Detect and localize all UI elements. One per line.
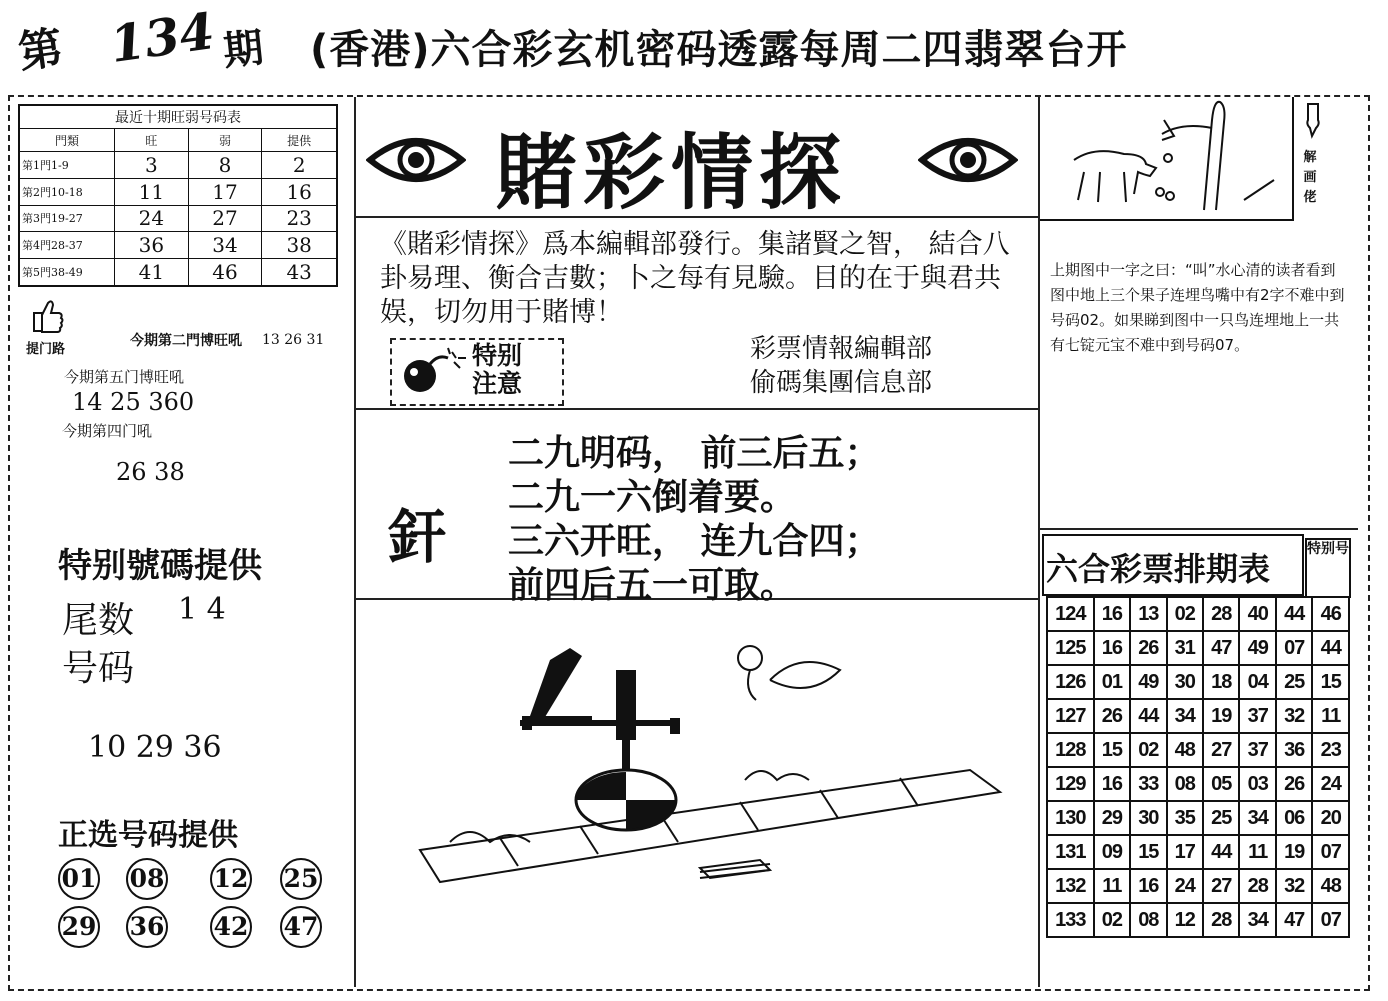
schedule-number-cell: 27	[1203, 869, 1239, 903]
schedule-number-cell: 15	[1312, 665, 1349, 699]
schedule-number-cell: 46	[1312, 597, 1349, 631]
schedule-number-cell: 34	[1167, 699, 1203, 733]
schedule-issue-cell: 124	[1047, 597, 1094, 631]
poem-lines	[508, 432, 881, 608]
stats-col-header: 門類	[19, 129, 115, 152]
schedule-number-cell: 25	[1276, 665, 1312, 699]
schedule-table	[1046, 596, 1350, 938]
schedule-issue-cell: 128	[1047, 733, 1094, 767]
poem-line: 二九一六倒着要。	[508, 477, 797, 518]
schedule-number-cell: 11	[1094, 869, 1130, 903]
tail-values: 1 4	[178, 592, 226, 627]
pick-ball: 29	[58, 906, 100, 948]
schedule-number-cell: 03	[1239, 767, 1275, 801]
riddle-text: 上期图中一字之曰：“叫”水心清的读者看到图中地上三个果子连埋鸟嘴中有2字不难中到号码02。如果睇到图中一只鸟连埋地上一共有七锭元宝不难中到号码07。	[1050, 261, 1345, 354]
schedule-number-cell: 48	[1312, 869, 1349, 903]
page-title: (香港)六合彩玄机密码透露每周二四翡翠台开	[310, 27, 1128, 73]
issue-number: 134	[106, 1, 218, 74]
schedule-number-cell: 44	[1312, 631, 1349, 665]
schedule-number-cell: 20	[1312, 801, 1349, 835]
issue-qi: 期	[221, 25, 266, 75]
schedule-number-cell: 19	[1203, 699, 1239, 733]
schedule-row	[1047, 597, 1349, 631]
puzzle-illustration	[400, 620, 1020, 900]
schedule-row	[1047, 733, 1349, 767]
pick-ball: 47	[280, 906, 322, 948]
schedule-number-cell: 28	[1203, 903, 1239, 937]
schedule-number-cell: 49	[1239, 631, 1275, 665]
schedule-number-cell: 28	[1203, 597, 1239, 631]
eye-icon-right	[918, 128, 1018, 192]
schedule-row	[1047, 631, 1349, 665]
schedule-number-cell: 31	[1167, 631, 1203, 665]
issue-header	[15, 1, 278, 79]
schedule-row	[1047, 801, 1349, 835]
schedule-number-cell: 32	[1276, 699, 1312, 733]
schedule-issue-cell: 133	[1047, 903, 1094, 937]
schedule-number-cell: 02	[1094, 903, 1130, 937]
main-picks-title: 正选号码提供	[58, 818, 238, 853]
recommend-line3: 今期第四门吼	[62, 422, 153, 440]
riddle-picture	[1044, 100, 1288, 216]
schedule-issue-cell: 126	[1047, 665, 1094, 699]
code-label: 号码	[62, 648, 135, 689]
recommend-line2: 今期第五门博旺吼	[64, 368, 185, 386]
schedule-number-cell: 09	[1094, 835, 1130, 869]
recommend-line1: 今期第二門博旺吼	[130, 333, 242, 349]
stats-row: 第4門28-37 36 34 38	[19, 232, 337, 259]
schedule-number-cell: 18	[1203, 665, 1239, 699]
schedule-number-cell: 32	[1276, 869, 1312, 903]
schedule-number-cell: 04	[1239, 665, 1275, 699]
schedule-number-cell: 37	[1239, 733, 1275, 767]
schedule-issue-cell: 132	[1047, 869, 1094, 903]
pick-ball: 01	[58, 858, 100, 900]
recommend-line1-numbers: 13 26 31	[262, 332, 325, 348]
schedule-issue-cell: 125	[1047, 631, 1094, 665]
schedule-number-cell: 40	[1239, 597, 1275, 631]
schedule-number-cell: 23	[1312, 733, 1349, 767]
publisher-1: 彩票情報編輯部	[750, 334, 933, 364]
pick-ball: 36	[126, 906, 168, 948]
schedule-issue-cell: 129	[1047, 767, 1094, 801]
schedule-number-cell: 30	[1130, 801, 1166, 835]
schedule-number-cell: 02	[1130, 733, 1166, 767]
schedule-number-cell: 07	[1312, 835, 1349, 869]
thumbs-up-icon	[28, 295, 64, 335]
stats-row: 第1門1-9 3 8 2	[19, 152, 337, 179]
schedule-number-cell: 11	[1239, 835, 1275, 869]
pick-ball: 12	[210, 858, 252, 900]
schedule-number-cell: 47	[1276, 903, 1312, 937]
schedule-number-cell: 25	[1203, 801, 1239, 835]
schedule-number-cell: 01	[1094, 665, 1130, 699]
stats-caption: 最近十期旺弱号码表	[19, 105, 337, 129]
brand-title: 賭彩情探	[495, 125, 848, 221]
schedule-issue-cell: 131	[1047, 835, 1094, 869]
schedule-number-cell: 15	[1130, 835, 1166, 869]
schedule-number-cell: 44	[1130, 699, 1166, 733]
stats-table	[18, 104, 338, 287]
schedule-row	[1047, 699, 1349, 733]
schedule-issue-cell: 130	[1047, 801, 1094, 835]
schedule-number-cell: 44	[1276, 597, 1312, 631]
schedule-number-cell: 28	[1239, 869, 1275, 903]
schedule-number-cell: 24	[1167, 869, 1203, 903]
schedule-number-cell: 26	[1130, 631, 1166, 665]
stats-col-header: 提供	[262, 129, 337, 152]
schedule-number-cell: 11	[1312, 699, 1349, 733]
brand-intro: 《賭彩情探》爲本編輯部發行。集諸賢之智， 結合八卦易理、衡合吉數；卜之每有見驗。目的在于與君共娱，切勿用于賭博！	[380, 229, 1010, 328]
riddle-divider	[1040, 528, 1358, 530]
schedule-number-cell: 34	[1239, 903, 1275, 937]
schedule-number-cell: 34	[1239, 801, 1275, 835]
schedule-number-cell: 47	[1203, 631, 1239, 665]
schedule-number-cell: 16	[1094, 631, 1130, 665]
schedule-row	[1047, 665, 1349, 699]
special-numbers-title: 特别號碼提供	[58, 546, 262, 586]
schedule-number-cell: 48	[1167, 733, 1203, 767]
schedule-row	[1047, 767, 1349, 801]
schedule-number-cell: 26	[1276, 767, 1312, 801]
notice-text: 特别 注意	[472, 341, 523, 398]
schedule-number-cell: 08	[1167, 767, 1203, 801]
intro-divider	[356, 408, 1038, 410]
recommend-line3-numbers: 26 38	[116, 458, 185, 486]
schedule-number-cell: 35	[1167, 801, 1203, 835]
tail-label: 尾数	[62, 600, 135, 641]
publisher-2: 偷碼集團信息部	[750, 368, 933, 398]
schedule-number-cell: 17	[1167, 835, 1203, 869]
pick-ball: 08	[126, 858, 168, 900]
pointing-hand-icon	[1300, 100, 1324, 140]
schedule-number-cell: 05	[1203, 767, 1239, 801]
left-divider	[354, 97, 356, 987]
publisher-block	[750, 332, 932, 400]
schedule-issue-cell: 127	[1047, 699, 1094, 733]
schedule-row	[1047, 835, 1349, 869]
special-label: 特别号	[1305, 538, 1351, 598]
schedule-number-cell: 13	[1130, 597, 1166, 631]
schedule-number-cell: 44	[1203, 835, 1239, 869]
schedule-number-cell: 07	[1312, 903, 1349, 937]
schedule-number-cell: 15	[1094, 733, 1130, 767]
poem-line: 二九明码， 前三后五；	[508, 433, 881, 474]
schedule-number-cell: 36	[1276, 733, 1312, 767]
schedule-number-cell: 49	[1130, 665, 1166, 699]
schedule-title: 六合彩票排期表	[1046, 550, 1271, 588]
stats-row: 第2門10-18 11 17 16	[19, 178, 337, 205]
poem-line: 前四后五一可取。	[508, 565, 797, 606]
schedule-number-cell: 16	[1130, 869, 1166, 903]
poem-label: 釬	[388, 503, 447, 571]
poem-line: 三六开旺， 连九合四；	[508, 521, 881, 562]
pick-ball: 25	[280, 858, 322, 900]
stats-row: 第5門38-49 41 46 43	[19, 259, 337, 286]
stats-row: 第3門19-27 24 27 23	[19, 205, 337, 232]
schedule-row	[1047, 903, 1349, 937]
schedule-number-cell: 27	[1203, 733, 1239, 767]
right-divider	[1038, 97, 1040, 987]
schedule-number-cell: 16	[1094, 597, 1130, 631]
schedule-row	[1047, 869, 1349, 903]
schedule-number-cell: 26	[1094, 699, 1130, 733]
code-values: 10 29 36	[88, 730, 222, 765]
bomb-icon	[396, 346, 470, 396]
stats-col-header: 弱	[188, 129, 262, 152]
schedule-number-cell: 19	[1276, 835, 1312, 869]
riddle-side-label: 解画佬	[1303, 150, 1317, 205]
eye-icon-left	[366, 128, 466, 192]
schedule-number-cell: 07	[1276, 631, 1312, 665]
stats-col-header: 旺	[115, 129, 189, 152]
pick-ball: 42	[210, 906, 252, 948]
schedule-number-cell: 37	[1239, 699, 1275, 733]
schedule-number-cell: 33	[1130, 767, 1166, 801]
schedule-number-cell: 16	[1094, 767, 1130, 801]
schedule-number-cell: 29	[1094, 801, 1130, 835]
schedule-number-cell: 02	[1167, 597, 1203, 631]
schedule-number-cell: 30	[1167, 665, 1203, 699]
schedule-number-cell: 24	[1312, 767, 1349, 801]
recommend-label: 提门路	[26, 342, 66, 357]
schedule-number-cell: 12	[1167, 903, 1203, 937]
recommend-line2-numbers: 14 25 360	[72, 388, 195, 416]
schedule-number-cell: 06	[1276, 801, 1312, 835]
schedule-number-cell: 08	[1130, 903, 1166, 937]
issue-di: 第	[15, 22, 66, 79]
